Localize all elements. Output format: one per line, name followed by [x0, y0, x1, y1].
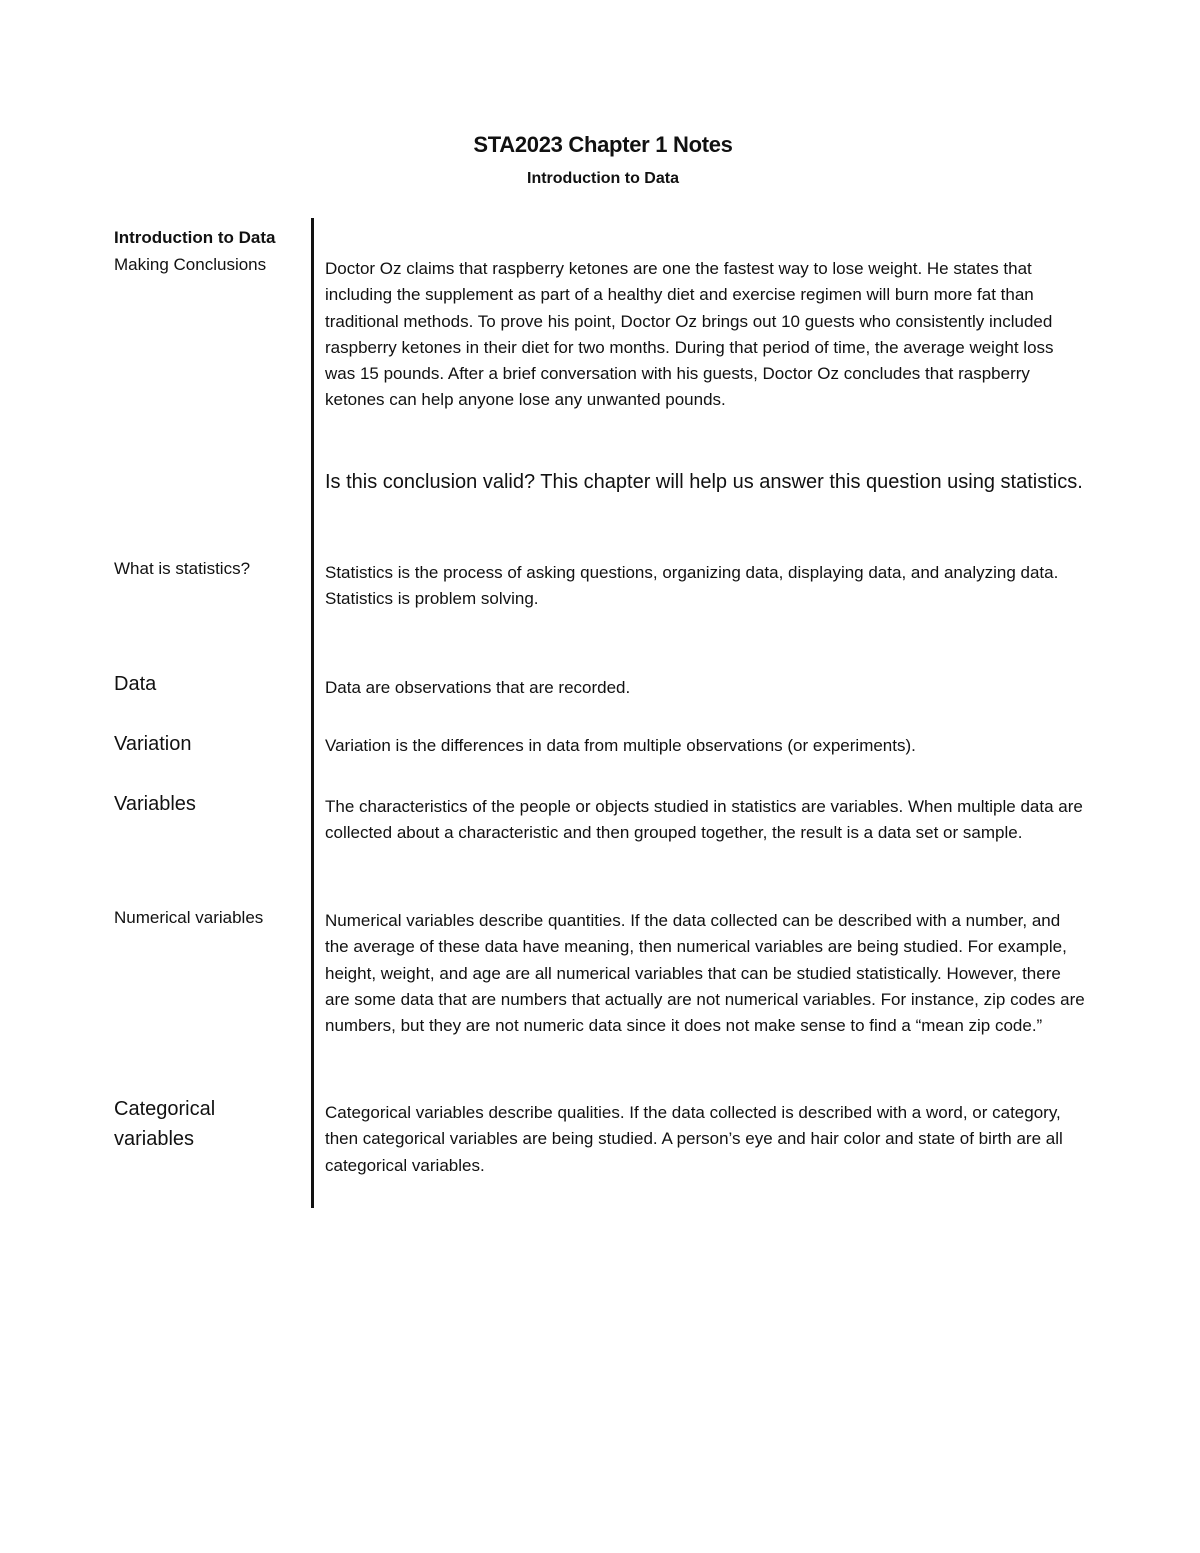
label-what-is-statistics: What is statistics?: [114, 559, 251, 578]
column-divider: [311, 218, 314, 1208]
categorical-definition: Categorical variables describe qualities. If the data collected is described with a word, or category, then categorical variables are being studied. A person’s eye and hair color and state of birth are all categorical variables.: [325, 1103, 1063, 1175]
page-title: STA2023 Chapter 1 Notes: [473, 132, 733, 157]
data-definition: Data are observations that are recorded.: [325, 678, 631, 697]
intro-paragraph: Doctor Oz claims that raspberry ketones are one the fastest way to lose weight. He states that including the supplement as part of a healthy diet and exercise regimen will burn more fat than traditional methods. To prove his point, Doctor Oz brings out 10 guests who consistently included raspberry ketones in their diet for two months. During that period of time, the average weight loss was 15 pounds. After a brief conversation with his guests, Doctor Oz concludes that raspberry ketones can help anyone lose any unwanted pounds.: [325, 259, 1054, 410]
label-variation: Variation: [114, 733, 192, 755]
page-subtitle: Introduction to Data: [527, 170, 679, 187]
label-data: Data: [114, 673, 157, 695]
intro-question: Is this conclusion valid? This chapter will help us answer this question using statistics.: [325, 471, 1083, 493]
statistics-definition: Statistics is the process of asking questions, organizing data, displaying data, and analyzing data. Statistics is problem solving.: [325, 563, 1059, 609]
label-categorical-variables: Categorical variables: [114, 1098, 216, 1150]
numerical-definition: Numerical variables describe quantities. If the data collected can be described with a number, and the average of these data have meaning, then numerical variables are being studied. For example, height, weight, and age are all numerical variables that can be studied statistically. However, there are some data that are numbers that actually are not numerical variables. For instance, zip codes are numbers, but they are not numeric data since it does not make sense to find a “mean zip code.”: [325, 911, 1085, 1036]
label-numerical-variables: Numerical variables: [114, 908, 264, 927]
section-heading-intro: Introduction to Data: [114, 228, 276, 247]
label-making-conclusions: Making Conclusions: [114, 255, 267, 274]
variation-definition: Variation is the differences in data from multiple observations (or experiments).: [325, 736, 916, 755]
variables-definition: The characteristics of the people or objects studied in statistics are variables. When multiple data are collected about a characteristic and then grouped together, the result is a data set or sample.: [325, 797, 1083, 843]
label-variables: Variables: [114, 793, 196, 815]
